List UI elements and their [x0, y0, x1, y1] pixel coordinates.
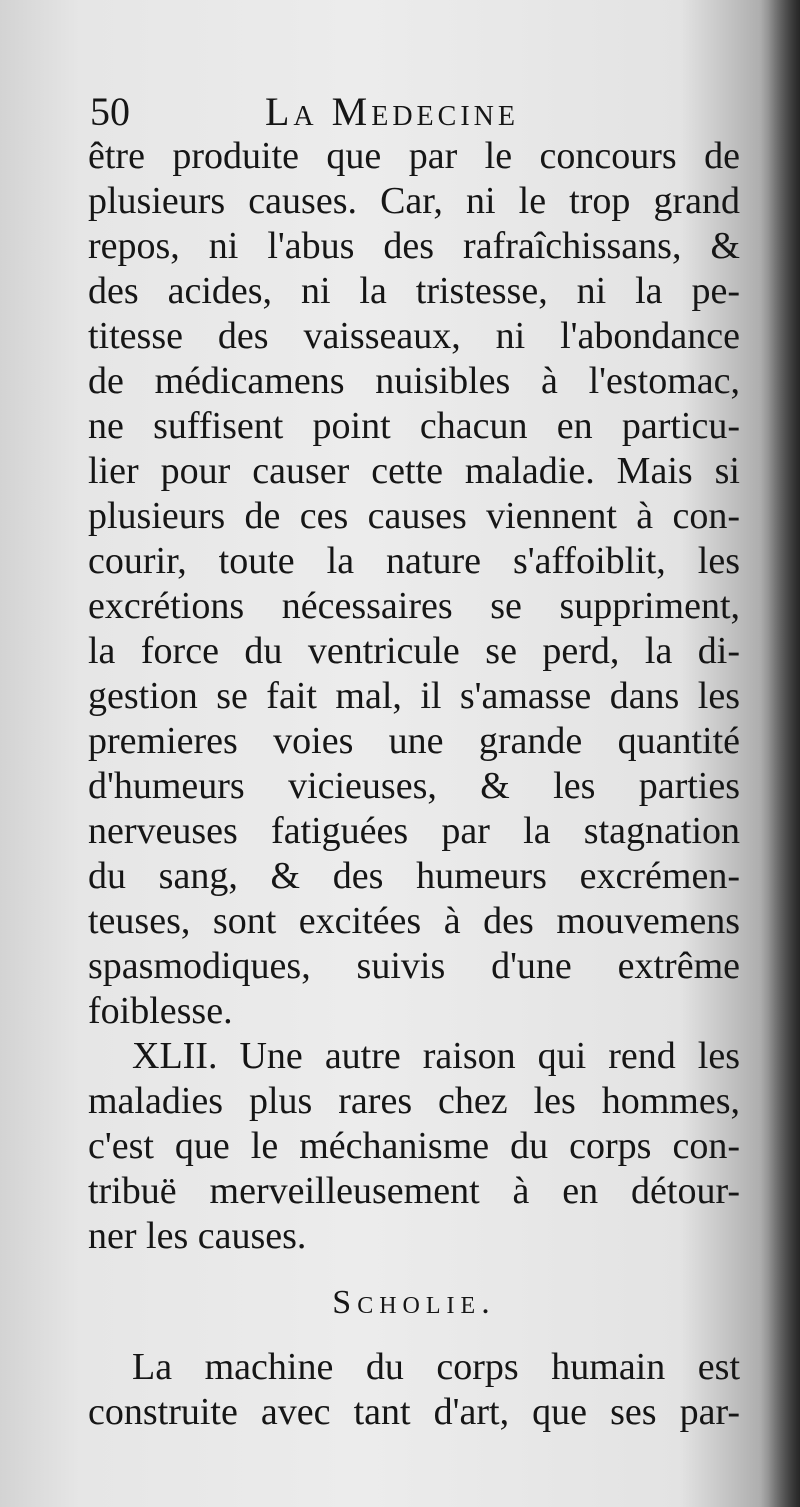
text-line: nerveuses fatiguées par la stagnation	[88, 810, 740, 852]
text-line: titesse des vaisseaux, ni l'abondance	[88, 315, 740, 357]
text-line: être produite que par le concours de	[88, 135, 740, 177]
text-line: des acides, ni la tristesse, ni la pe-	[88, 270, 740, 312]
text-line: plusieurs causes. Car, ni le trop grand	[88, 180, 740, 222]
page-gutter-shadow	[760, 0, 800, 1507]
text-line: de médicamens nuisibles à l'estomac,	[88, 360, 740, 402]
text-line: courir, toute la nature s'affoiblit, les	[88, 540, 740, 582]
paragraph-xlii	[88, 1034, 740, 1259]
text-line: tribuë merveilleusement à en détour-	[88, 1170, 740, 1212]
text-line: construite avec tant d'art, que ses par-	[88, 1391, 740, 1433]
main-text	[88, 134, 740, 1259]
page-header	[90, 86, 750, 138]
text-line: plusieurs de ces causes viennent à con-	[88, 495, 740, 537]
text-line: lier pour causer cette maladie. Mais si	[88, 450, 740, 492]
text-line: ner les causes.	[88, 1215, 307, 1257]
text-line: excrétions nécessaires se suppriment,	[88, 585, 740, 627]
text-line: du sang, & des humeurs excrémen-	[88, 855, 740, 897]
text-line: repos, ni l'abus des rafraîchissans, &	[88, 225, 740, 267]
text-line: ne suffisent point chacun en particu-	[88, 405, 740, 447]
text-line: gestion se fait mal, il s'amasse dans les	[88, 675, 740, 717]
text-line: maladies plus rares chez les hommes,	[88, 1080, 740, 1122]
text-line: XLII. Une autre raison qui rend les	[132, 1035, 740, 1077]
text-line: teuses, sont excitées à des mouvemens	[88, 900, 740, 942]
text-line: d'humeurs vicieuses, & les parties	[88, 765, 740, 807]
paragraph-causes	[88, 134, 740, 1034]
scholie-heading: Scholie.	[332, 1284, 496, 1321]
text-line: spasmodiques, suivis d'une extrême	[88, 945, 740, 987]
text-line: premieres voies une grande quantité	[88, 720, 740, 762]
text-line: La machine du corps humain est	[132, 1346, 740, 1388]
scholie-paragraph	[88, 1345, 740, 1435]
page-number: 50	[90, 89, 130, 134]
running-title: La Medecine	[265, 89, 519, 134]
text-line: foiblesse.	[88, 990, 233, 1032]
text-line: la force du ventricule se perd, la di-	[88, 630, 740, 672]
text-line: c'est que le méchanisme du corps con-	[88, 1125, 740, 1167]
